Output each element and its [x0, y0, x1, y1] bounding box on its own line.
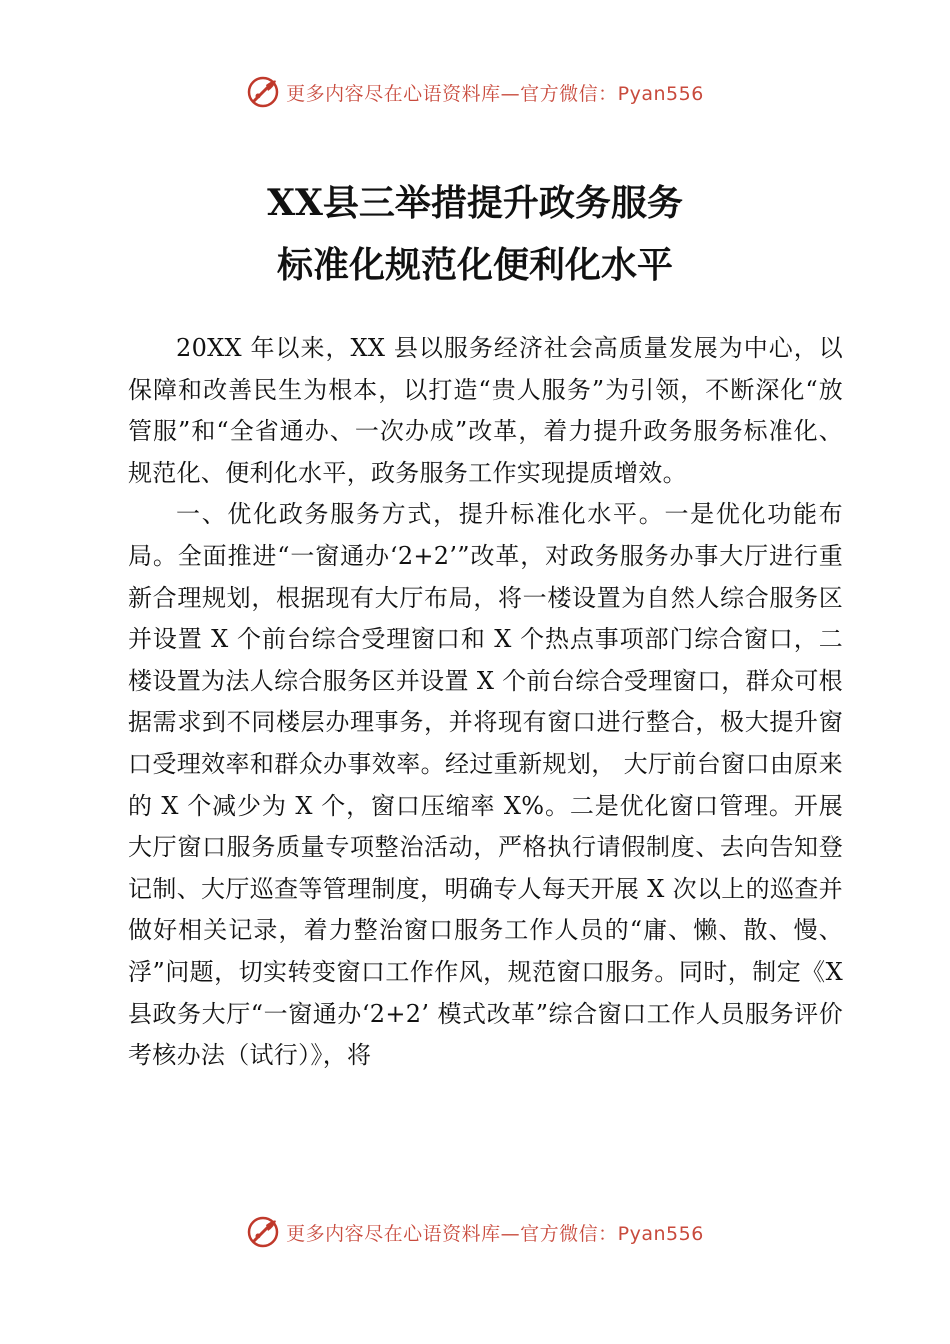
footer-watermark	[0, 1212, 950, 1252]
quill-logo-icon	[246, 1215, 280, 1249]
header-watermark	[0, 72, 950, 112]
title-line-1: XX县三举措提升政务服务	[267, 182, 683, 224]
document-body	[128, 328, 843, 1077]
watermark-text: 更多内容尽在心语资料库—官方微信：Pyan556	[286, 1222, 704, 1245]
paragraph-intro: 20XX 年以来，XX 县以服务经济社会高质量发展为中心，以保障和改善民生为根本，以打造“贵人服务”为引领，不断深化“放管服”和“全省通办、一次办成”改革，着力提升政务服务标准化、规范化、便利化水平，政务服务工作实现提质增效。	[128, 334, 843, 487]
title-line-2: 标准化规范化便利化水平	[276, 244, 673, 286]
document-title	[0, 172, 950, 296]
paragraph-section-1: 一、优化政务服务方式，提升标准化水平。一是优化功能布局。全面推进“一窗通办‘2+2’”改革，对政务服务办事大厅进行重新合理规划，根据现有大厅布局，将一楼设置为自然人综合服务区并设置 X 个前台综合受理窗口和 X 个热点事项部门综合窗口，二楼设置为法人综合服务区并设置 X 个前台综合受理窗口，群众可根据需求到不同楼层办理事务，并将现有窗口进行整合，极大提升窗口受理效率和群众办事效率。经过重新规划， 大厅前台窗口由原来的 X 个减少为 X 个，窗口压缩率 X%。二是优化窗口管理。开展大厅窗口服务质量专项整治活动，严格执行请假制度、去向告知登记制、大厅巡查等管理制度，明确专人每天开展 X 次以上的巡查并做好相关记录，着力整治窗口服务工作人员的“庸、懒、散、慢、浮”问题，切实转变窗口工作作风，规范窗口服务。同时，制定《X 县政务大厅“一窗通办‘2+2’ 模式改革”综合窗口工作人员服务评价考核办法（试行）》，将	[128, 500, 843, 1070]
quill-logo-icon	[246, 75, 280, 109]
watermark-text: 更多内容尽在心语资料库—官方微信：Pyan556	[286, 82, 704, 105]
